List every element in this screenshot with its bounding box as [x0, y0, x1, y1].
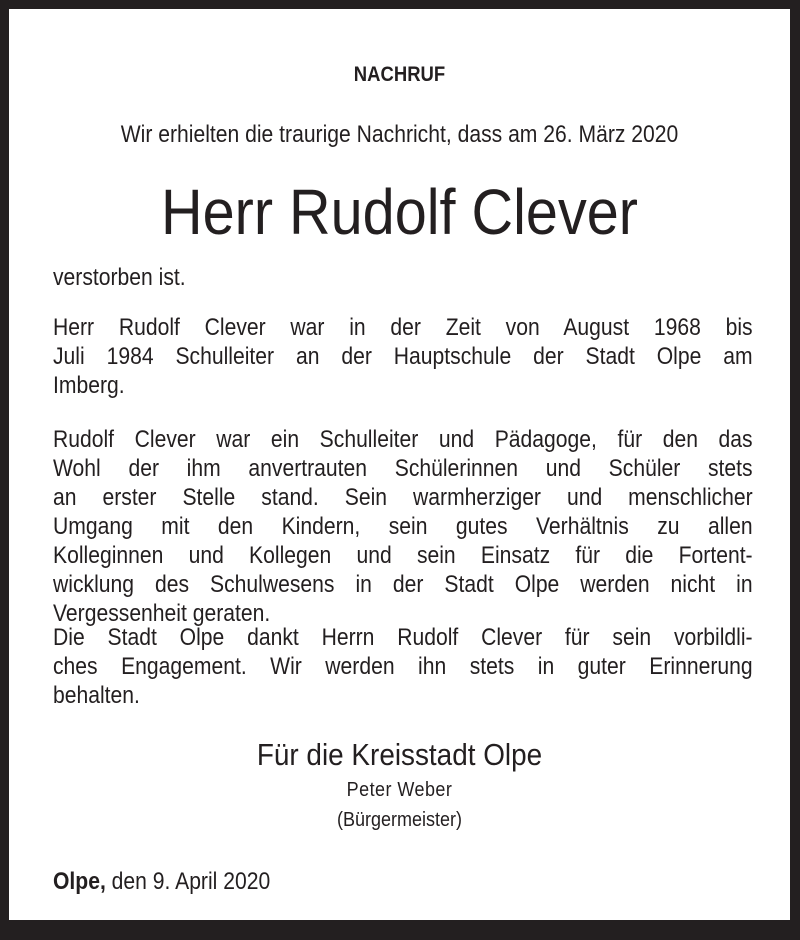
date: den 9. April 2020: [105, 868, 271, 895]
intro-text: Wir erhielten die traurige Nachricht, dass am 26. März 2020: [120, 121, 679, 148]
text-line: Kolleginnen und Kollegen und sein Einsatz für die Fortent-: [53, 542, 753, 569]
text-line: Juli 1984 Schulleiter an der Hauptschule der Stadt Olpe am: [53, 343, 753, 370]
paragraph-thanks: [53, 623, 753, 710]
deceased-name: Herr Rudolf Clever: [161, 176, 638, 248]
place-date: [53, 868, 270, 896]
obituary-notice: [9, 9, 790, 920]
text-line: Imberg.: [53, 372, 125, 399]
text-line: Umgang mit den Kindern, sein gutes Verhältnis zu allen: [53, 513, 753, 540]
paragraph-tenure: [53, 313, 753, 400]
signature-role: (Bürgermeister): [336, 809, 463, 831]
signature-name: Peter Weber: [346, 779, 453, 801]
text-line: Wohl der ihm anvertrauten Schülerinnen und Schüler stets: [53, 455, 753, 482]
place: Olpe,: [53, 868, 106, 895]
text-line: wicklung des Schulwesens in der Stadt Olpe werden nicht in: [53, 571, 753, 598]
text-line: Vergessenheit geraten.: [53, 600, 271, 627]
deceased-line: [53, 263, 753, 292]
text-line: Rudolf Clever war ein Schulleiter und Pädagoge, für den das: [53, 426, 753, 453]
text-line: behalten.: [53, 682, 140, 709]
text-line: ches Engagement. Wir werden ihn stets in guter Erinnerung: [53, 653, 753, 680]
signature-organization: Für die Kreisstadt Olpe: [256, 737, 543, 772]
notice-heading: NACHRUF: [353, 63, 446, 86]
text-line: Herr Rudolf Clever war in der Zeit von August 1968 bis: [53, 314, 753, 341]
text-line: an erster Stelle stand. Sein warmherziger und menschlicher: [53, 484, 753, 511]
paragraph-tribute: [53, 425, 753, 628]
text-line: Die Stadt Olpe dankt Herrn Rudolf Clever für sein vorbildli-: [53, 624, 753, 651]
text-line: verstorben ist.: [53, 264, 186, 291]
